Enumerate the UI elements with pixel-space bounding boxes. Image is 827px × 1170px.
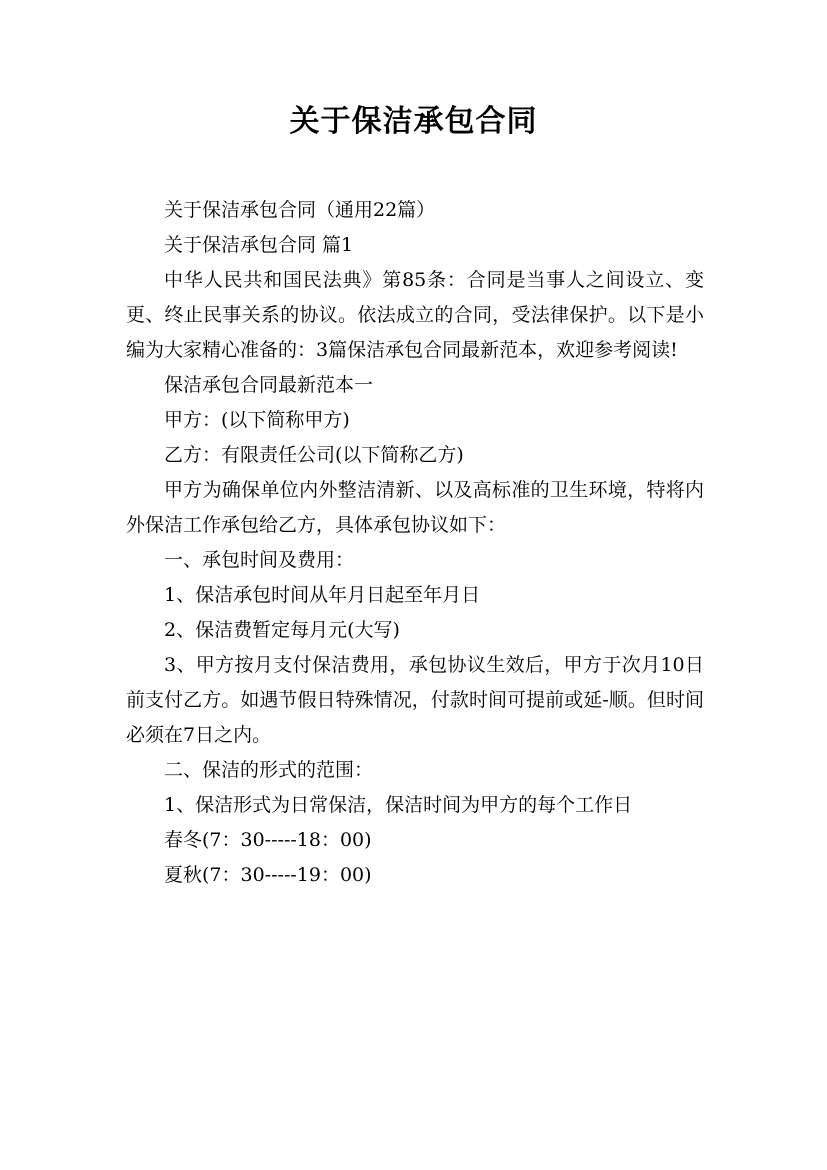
paragraph-purpose: 甲方为确保单位内外整洁清新、以及高标准的卫生环境，特将内外保洁工作承包给乙方，具体承包协议如下： [126,479,704,536]
paragraph-clause-1-heading: 一、承包时间及费用： [164,549,355,571]
paragraph-section-heading: 关于保洁承包合同 篇1 [164,234,354,256]
paragraph-clause-1-3: 3、甲方按月支付保洁费用，承包协议生效后，甲方于次月10日前支付乙方。如遇节假日特殊情况，付款时间可提前或延-顺。但时间必须在7日之内。 [126,654,704,746]
paragraph-subtitle: 关于保洁承包合同（通用22篇） [164,199,436,221]
paragraph-party-b: 乙方：有限责任公司(以下简称乙方) [164,444,464,466]
paragraph-template-heading: 保洁承包合同最新范本一 [164,374,374,396]
paragraph-clause-1-2: 2、保洁费暂定每月元(大写) [164,619,400,641]
paragraph-clause-2-1: 1、保洁形式为日常保洁，保洁时间为甲方的每个工作日 [164,794,633,816]
document-title: 关于保洁承包合同 [289,104,538,139]
paragraph-intro: 中华人民共和国民法典》第85条：合同是当事人之间设立、变更、终止民事关系的协议。依法成立的合同，受法律保护。以下是小编为大家精心准备的：3篇保洁承包合同最新范本，欢迎参考阅读! [126,269,704,361]
paragraph-party-a: 甲方：(以下简称甲方) [164,409,350,431]
paragraph-schedule-summer: 夏秋(7：30-----19：00) [164,864,372,886]
paragraph-schedule-winter: 春冬(7：30-----18：00) [164,829,372,851]
document-body [126,193,704,893]
paragraph-clause-1-1: 1、保洁承包时间从年月日起至年月日 [164,584,481,606]
paragraph-clause-2-heading: 二、保洁的形式的范围： [164,759,374,781]
